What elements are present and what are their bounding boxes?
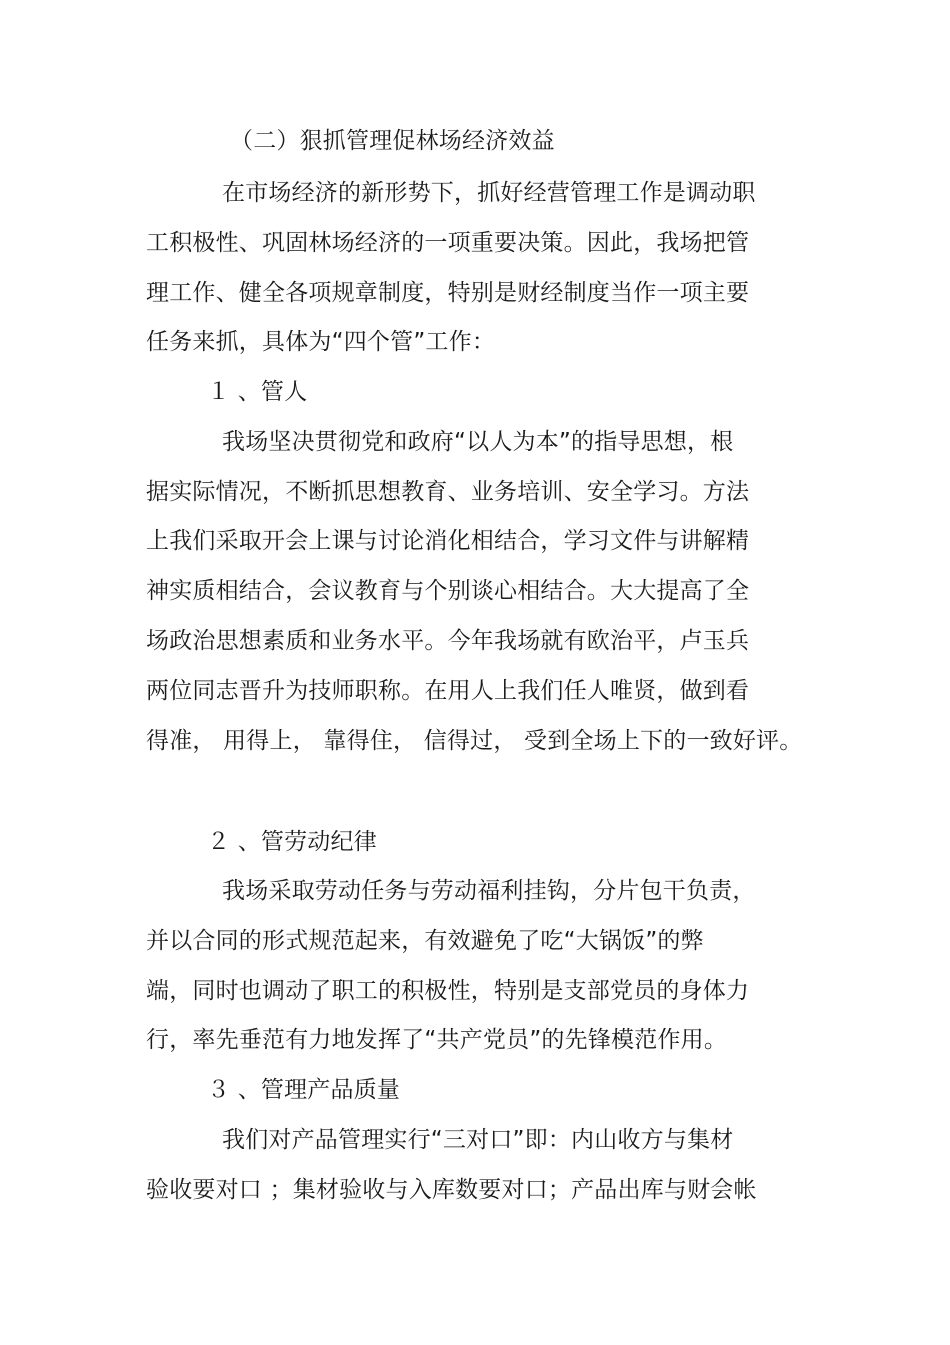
- section-heading: （二）狠抓管理促林场经济效益: [230, 128, 555, 154]
- intro-line-4: 任务来抓，具体为“四个管”工作：: [146, 329, 496, 355]
- subsection-title-1: １ 、管人: [207, 379, 308, 405]
- intro-line-3: 理工作、健全各项规章制度，特别是财经制度当作一项主要: [146, 280, 750, 306]
- section3-line-1: 我们对产品管理实行“三对口”即：内山收方与集材: [222, 1127, 734, 1153]
- subsection-title-3: ３ 、管理产品质量: [207, 1077, 401, 1103]
- section3-line-2: 验收要对口 ；集材验收与入库数要对口；产品出库与财会帐: [146, 1177, 757, 1203]
- intro-line-2: 工积极性、巩固林场经济的一项重要决策。因此，我场把管: [146, 230, 750, 256]
- section1-line-3: 上我们采取开会上课与讨论消化相结合，学习文件与讲解精: [146, 528, 750, 554]
- section1-line-7: 得准， 用得上， 靠得住， 信得过， 受到全场上下的一致好评。: [146, 728, 803, 754]
- section2-line-3: 端，同时也调动了职工的积极性，特别是支部党员的身体力: [146, 978, 750, 1004]
- section2-line-1: 我场采取劳动任务与劳动福利挂钩，分片包干负责，: [222, 878, 756, 904]
- subsection-title-2: ２ 、管劳动纪律: [207, 829, 377, 855]
- section2-line-4: 行，率先垂范有力地发挥了“共产党员”的先锋模范作用。: [146, 1027, 728, 1053]
- section1-line-1: 我场坚决贯彻党和政府“以人为本”的指导思想，根: [222, 429, 734, 455]
- section1-line-4: 神实质相结合，会议教育与个别谈心相结合。大大提高了全: [146, 578, 750, 604]
- section1-line-6: 两位同志晋升为技师职称。在用人上我们任人唯贤，做到看: [146, 678, 750, 704]
- intro-line-1: 在市场经济的新形势下，抓好经营管理工作是调动职: [222, 180, 756, 206]
- section1-line-5: 场政治思想素质和业务水平。今年我场就有欧治平，卢玉兵: [146, 628, 750, 654]
- section1-line-2: 据实际情况，不断抓思想教育、业务培训、安全学习。方法: [146, 479, 750, 505]
- section2-line-2: 并以合同的形式规范起来，有效避免了吃“大锅饭”的弊: [146, 928, 704, 954]
